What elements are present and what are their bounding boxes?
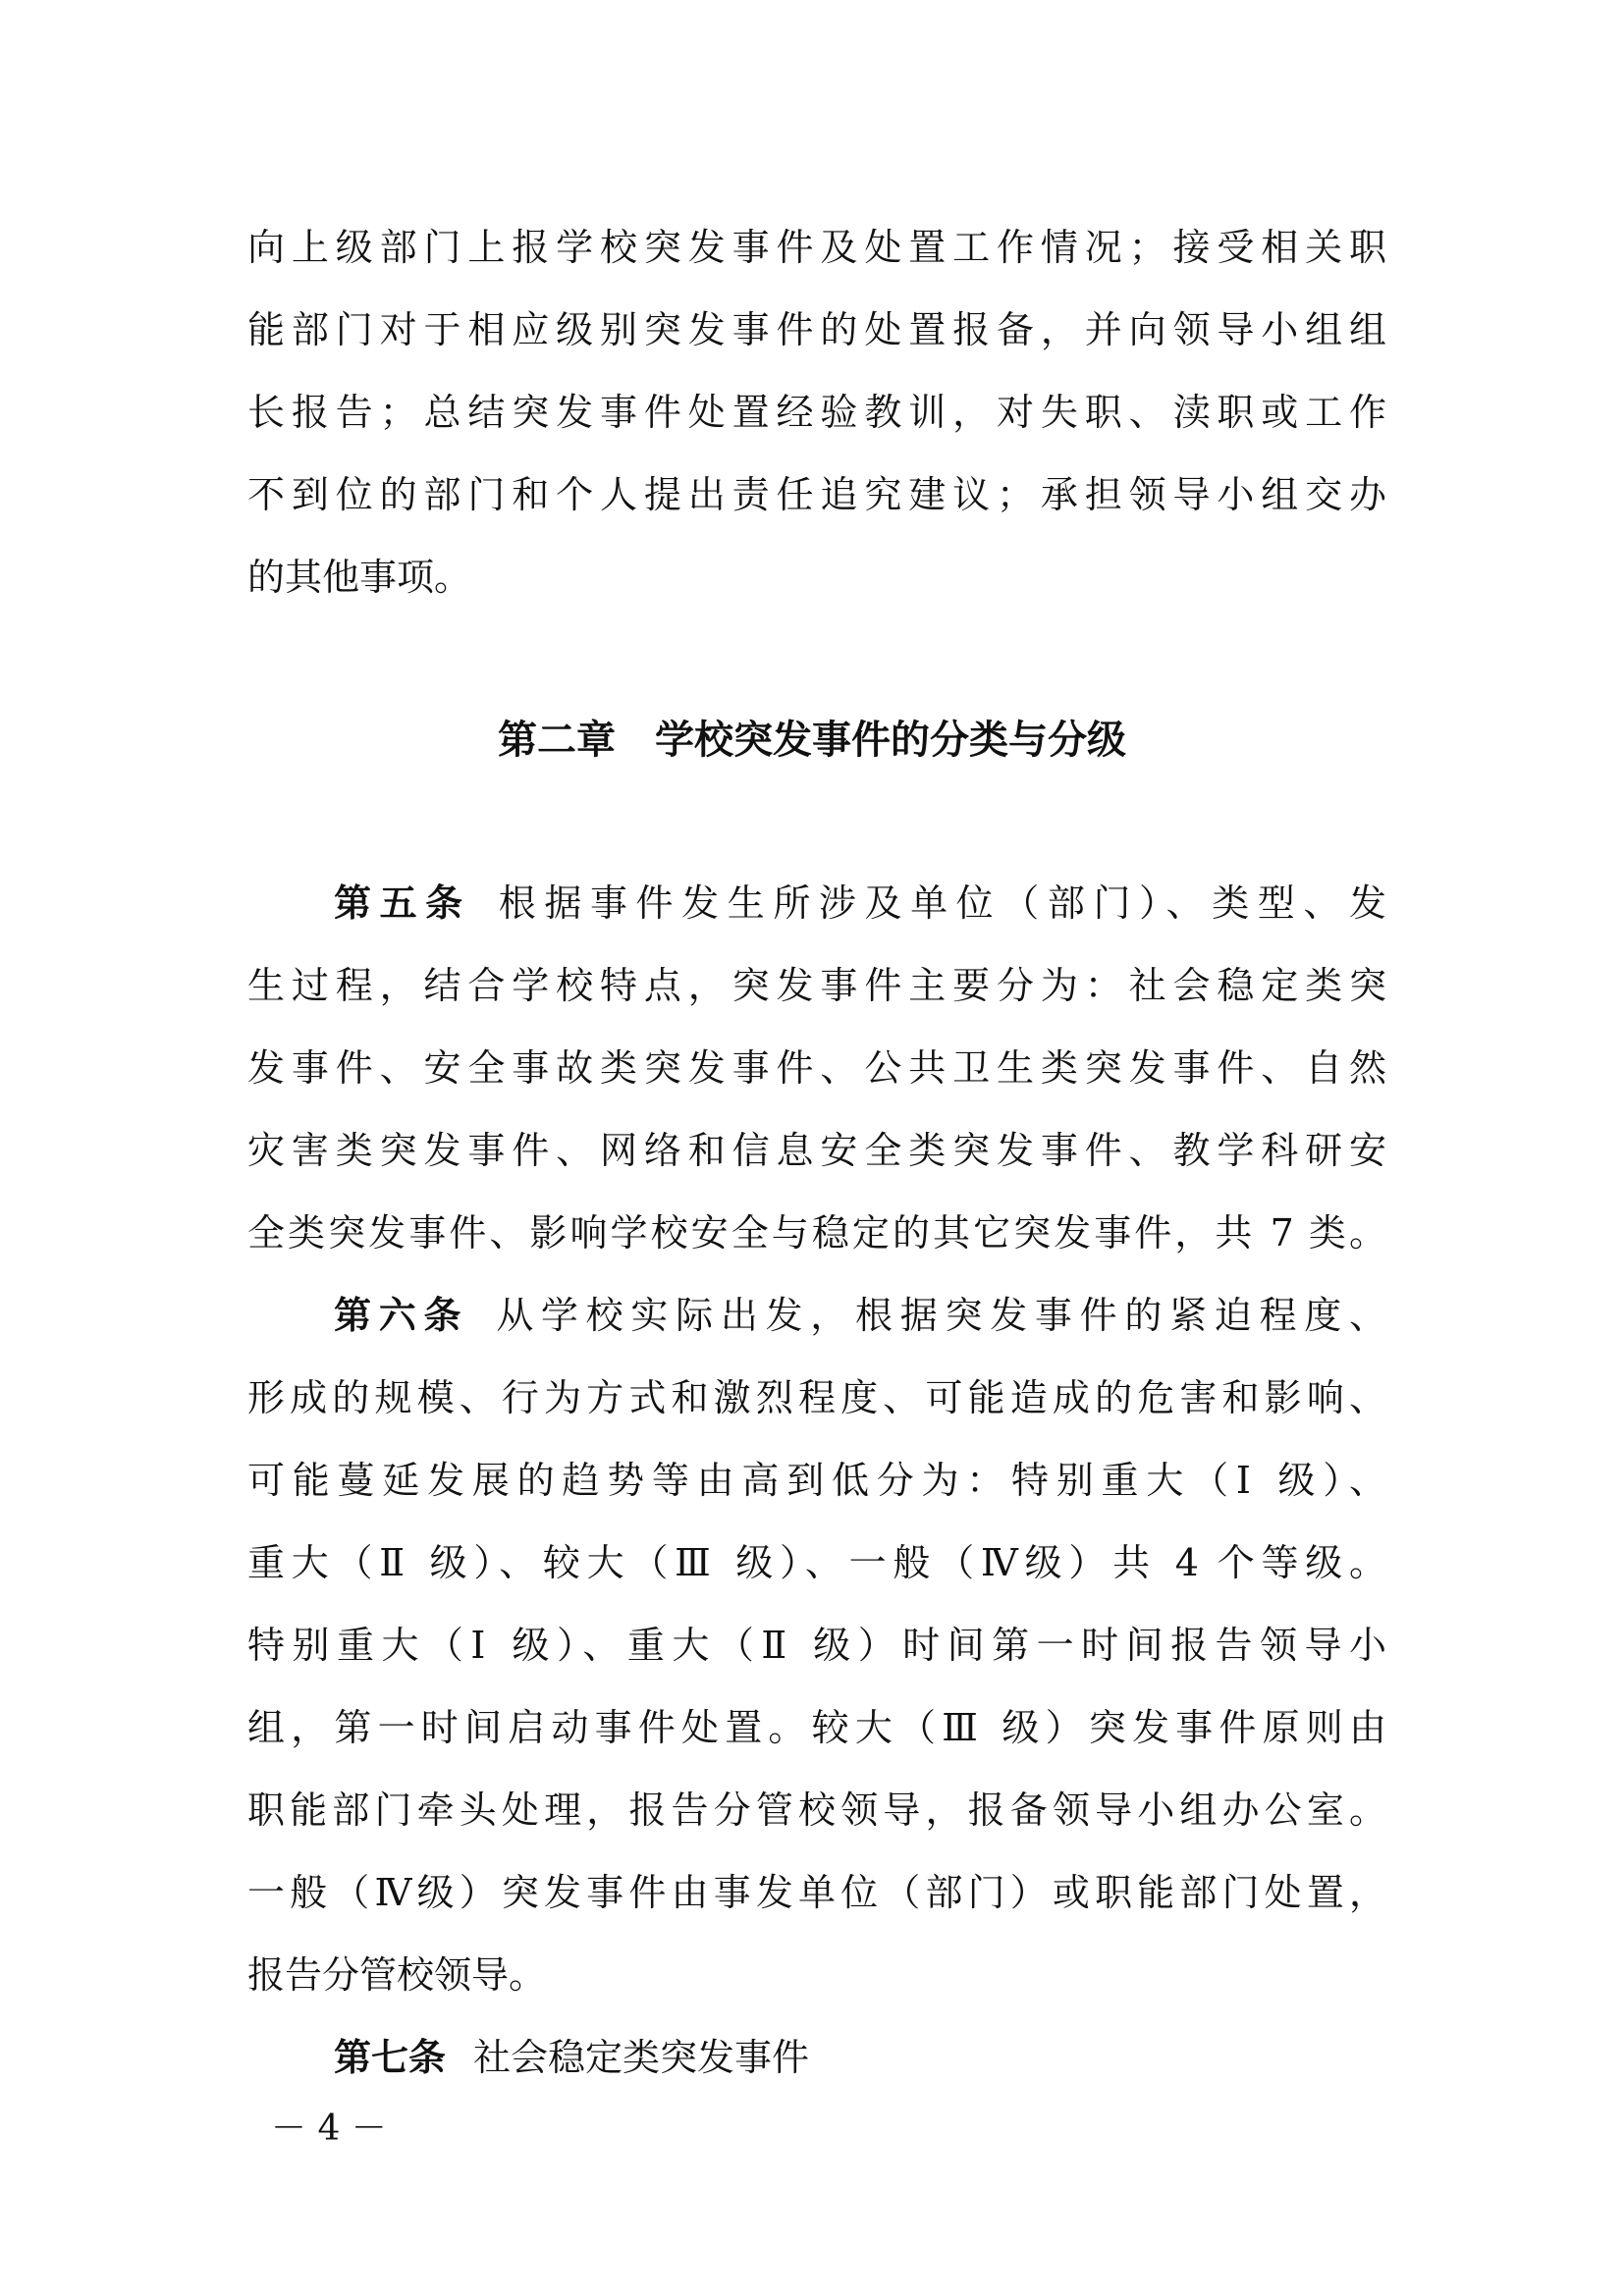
- article-5-first-line: [247, 862, 1386, 944]
- paragraph-line: 重大（Ⅱ 级）、较大（Ⅲ 级）、一般（Ⅳ级）共 4 个等级。: [247, 1541, 1386, 1584]
- paragraph-line: 组，第一时间启动事件处置。较大（Ⅲ 级）突发事件原则由: [247, 1706, 1386, 1749]
- paragraph-line: 灾害类突发事件、网络和信息安全类突发事件、教学科研安: [247, 1129, 1386, 1172]
- paragraph-line: 的其他事项。: [247, 556, 472, 599]
- article-7-text: 社会稳定类突发事件: [473, 2036, 810, 2079]
- paragraph-line: 能部门对于相应级别突发事件的处置报备，并向领导小组组: [247, 308, 1386, 351]
- paragraph-line: 职能部门牵头处理，报告分管校领导，报备领导小组办公室。: [247, 1789, 1386, 1832]
- paragraph-line: 生过程，结合学校特点，突发事件主要分为：社会稳定类突: [247, 964, 1386, 1007]
- paragraph-line: 特别重大（Ⅰ 级）、重大（Ⅱ 级）时间第一时间报告领导小: [247, 1624, 1386, 1667]
- paragraph-line: 一般（Ⅳ级）突发事件由事发单位（部门）或职能部门处置，: [247, 1871, 1386, 1914]
- paragraph-line: 可能蔓延发展的趋势等由高到低分为：特别重大（Ⅰ 级）、: [247, 1459, 1386, 1502]
- paragraph-line: 长报告；总结突发事件处置经验教训，对失职、渎职或工作: [247, 391, 1386, 434]
- article-7-line: [247, 2016, 1386, 2099]
- chapter-title: 第二章 学校突发事件的分类与分级: [498, 718, 1126, 763]
- paragraph-line: 不到位的部门和个人提出责任追究建议；承担领导小组交办: [247, 473, 1386, 516]
- paragraph-line: 发事件、安全事故类突发事件、公共卫生类突发事件、自然: [247, 1046, 1386, 1090]
- paragraph-line: 形成的规模、行为方式和激烈程度、可能造成的危害和影响、: [247, 1376, 1386, 1419]
- article-5-label: 第五条: [334, 881, 471, 925]
- paragraph-line: 报告分管校领导。: [247, 1953, 547, 1997]
- page-number: － 4 －: [271, 2109, 387, 2149]
- article-6-label: 第六条: [334, 1294, 469, 1337]
- article-5-text: 根据事件发生所涉及单位（部门）、类型、发: [498, 881, 1386, 925]
- article-6-first-line: [247, 1274, 1386, 1357]
- article-7-label: 第七条: [334, 2036, 447, 2079]
- paragraph-line: 全类突发事件、影响学校安全与稳定的其它突发事件，共 7 类。: [247, 1211, 1386, 1255]
- article-6-text: 从学校实际出发，根据突发事件的紧迫程度、: [496, 1294, 1386, 1337]
- paragraph-line: 向上级部门上报学校突发事件及处置工作情况；接受相关职: [247, 226, 1386, 269]
